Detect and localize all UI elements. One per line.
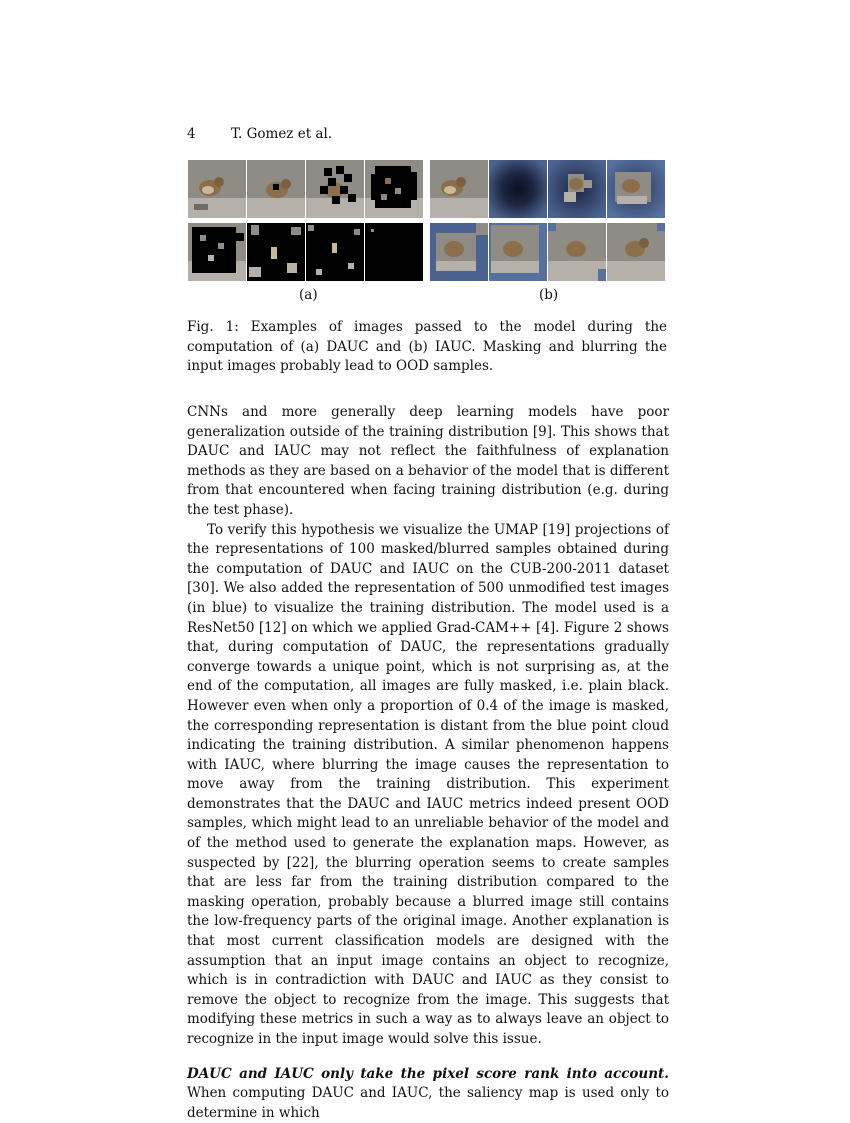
- page-number: 4: [187, 126, 196, 142]
- iauc-image-step-4: [607, 160, 665, 218]
- dauc-image-step-8: [365, 223, 423, 281]
- paragraph-heading: DAUC and IAUC only take the pixel score rank into account.: [187, 1065, 669, 1082]
- panel-b-blurred-images: [430, 160, 666, 282]
- running-header: [187, 126, 332, 142]
- dauc-image-step-7: [306, 223, 364, 281]
- iauc-image-step-5: [430, 223, 488, 281]
- paragraph-2: To verify this hypothesis we visualize the UMAP [19] projections of the representations of 100 masked/blurred samples obtained during the computation of DAUC and IAUC on the CUB-200-2011 dataset [30]. We also added the representation of 500 unmodified test images (in blue) to visualize the training distribution. The model used is a ResNet50 [12] on which we applied Grad-CAM++ [4]. Figure 2 shows that, during computation of DAUC, the representations gradually converge towards a unique point, which is not surprising as, at the end of the computation, all images are fully masked, i.e. plain black. However even when only a proportion of 0.4 of the image is masked, the corresponding representation is distant from the blue point cloud indicating the training distribution. A similar phenomenon happens with IAUC, where blurring the image causes the representation to move away from the training distribution. This experiment demonstrates that the DAUC and IAUC metrics indeed present OOD samples, which might lead to an unreliable behavior of the model and of the method used to generate the explanation maps. However, as suspected by [22], the blurring operation seems to create samples that are less far from the training distribution compared to the masking operation, probably because a blurred image still contains the low-frequency parts of the original image. Another explanation is that most current classification models are designed with the assumption that an input image contains an object to recognize, which is in contradiction with DAUC and IAUC as they consist to remove the object to recognize from the image. This suggests that modifying these metrics in such a way as to always leave an object to recognize in the input image would solve this issue.: [187, 521, 669, 1047]
- subfigure-label-b: (b): [539, 287, 559, 303]
- paragraph-3: [187, 1065, 669, 1123]
- dauc-image-step-1: [188, 160, 246, 218]
- paragraph-3-text: When computing DAUC and IAUC, the saliency map is used only to determine in which: [187, 1085, 669, 1121]
- panel-a-masked-images: [188, 160, 424, 282]
- figure-caption: Fig. 1: Examples of images passed to the model during the computation of (a) DAUC and (b) IAUC. Masking and blurring the input images probably lead to OOD samples.: [187, 319, 667, 374]
- iauc-image-step-3: [548, 160, 606, 218]
- iauc-image-step-6: [489, 223, 547, 281]
- dauc-image-step-6: [247, 223, 305, 281]
- iauc-image-step-7: [548, 223, 606, 281]
- dauc-image-step-4: [365, 160, 423, 218]
- running-authors: T. Gomez et al.: [231, 126, 333, 142]
- iauc-image-step-8: [607, 223, 665, 281]
- subfigure-label-a: (a): [299, 287, 318, 303]
- body-text: [187, 403, 669, 1123]
- iauc-image-step-2: [489, 160, 547, 218]
- dauc-image-step-5: [188, 223, 246, 281]
- paragraph-1: CNNs and more generally deep learning models have poor generalization outside of the training distribution [9]. This shows that DAUC and IAUC may not reflect the faithfulness of explanation methods as they are based on a behavior of the model that is different from that encountered when facing training distribution (e.g. during the test phase).: [187, 404, 669, 518]
- dauc-image-step-2: [247, 160, 305, 218]
- iauc-image-step-1: [430, 160, 488, 218]
- figure-1: [188, 160, 666, 284]
- dauc-image-step-3: [306, 160, 364, 218]
